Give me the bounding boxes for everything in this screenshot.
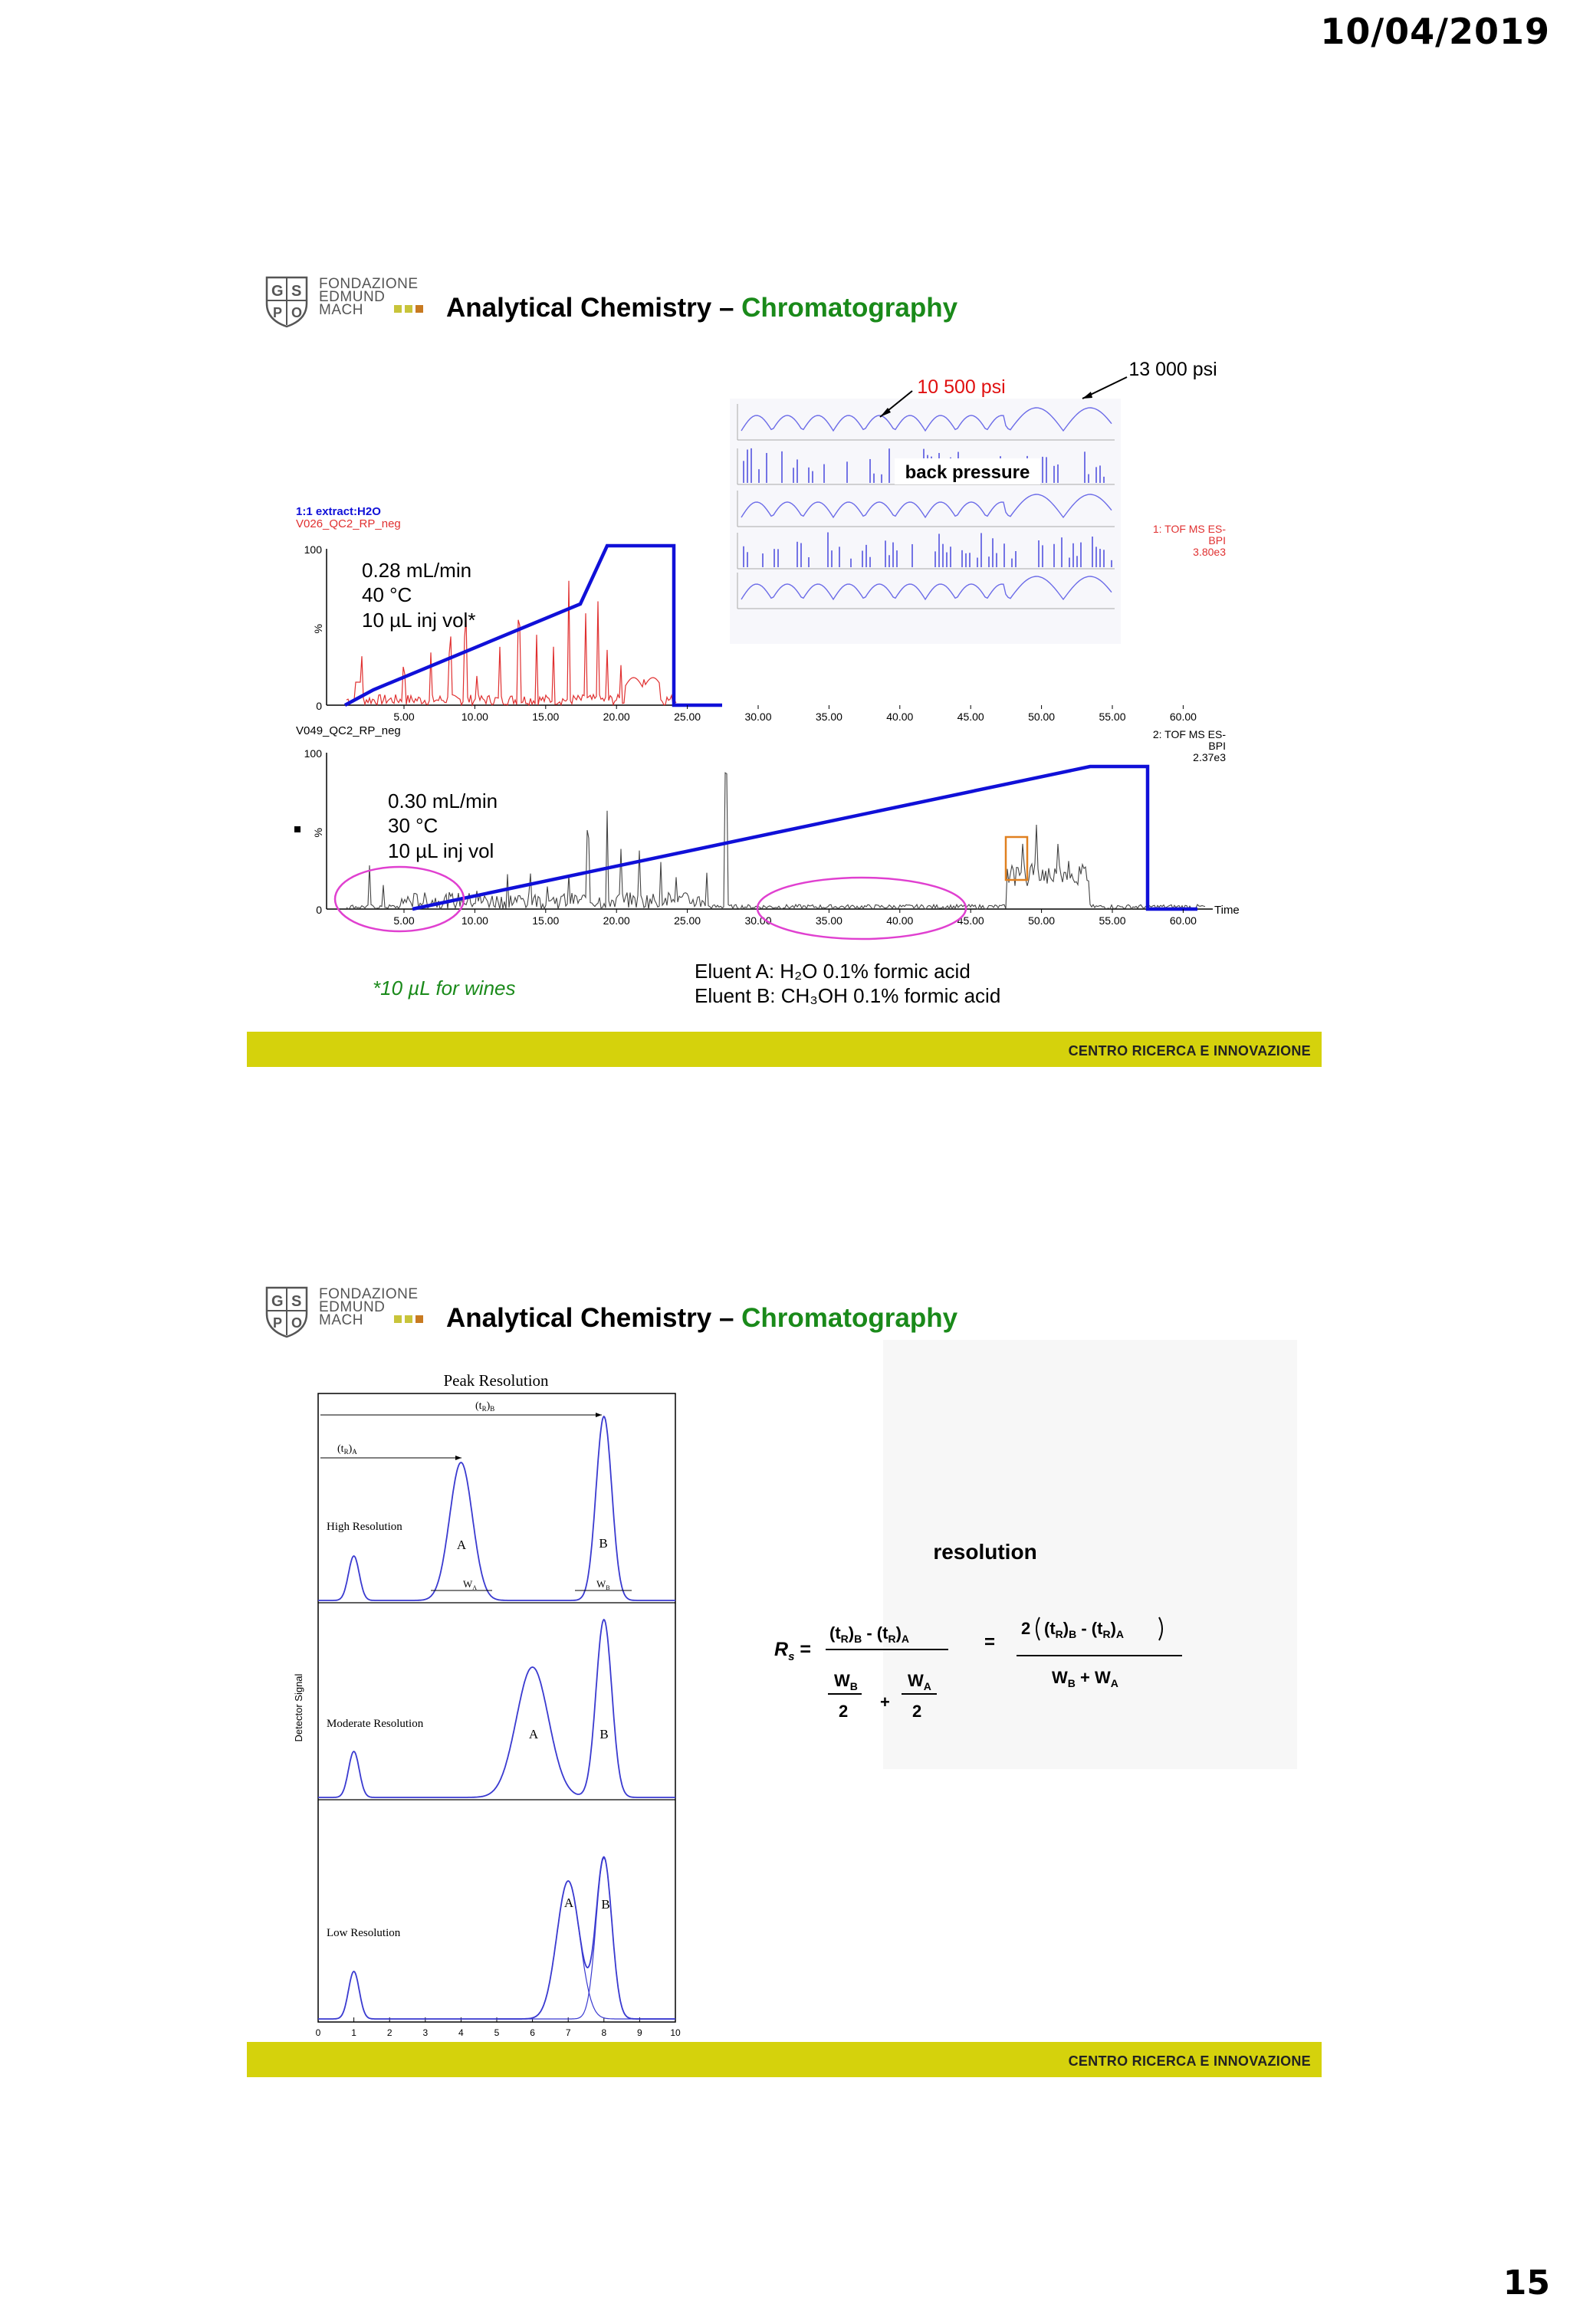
x-tick-label: 1 bbox=[351, 2027, 356, 2038]
x-tick-label: 35.00 bbox=[815, 711, 842, 723]
slide-2 bbox=[247, 1263, 1322, 2077]
svg-text:B: B bbox=[599, 1536, 608, 1551]
pressure-label-right: 13 000 psi bbox=[1128, 359, 1217, 380]
trace1-flow: 0.28 mL/min bbox=[362, 559, 472, 582]
x-tick-label: 7 bbox=[565, 2027, 571, 2038]
x-tick-label: 9 bbox=[637, 2027, 642, 2038]
trace2-detector-2: BPI bbox=[1208, 740, 1226, 752]
panel-label-moderate: Moderate Resolution bbox=[327, 1718, 424, 1730]
svg-text:=: = bbox=[984, 1632, 996, 1653]
header-date: 10/04/2019 bbox=[1320, 11, 1550, 52]
highlight-ellipse-2 bbox=[757, 878, 966, 939]
panel-label-high: High Resolution bbox=[327, 1521, 402, 1533]
y-axis-label: Detector Signal bbox=[293, 1673, 304, 1742]
slide-1 bbox=[247, 253, 1322, 1067]
trace2-inj: 10 µL inj vol bbox=[388, 839, 494, 862]
trace1-inj: 10 µL inj vol* bbox=[362, 609, 476, 632]
svg-text:G: G bbox=[271, 283, 284, 300]
trace2-x-ticks bbox=[393, 909, 1197, 927]
trace2-detector-3: 2.37e3 bbox=[1193, 751, 1226, 763]
x-tick-label: 3 bbox=[422, 2027, 429, 2038]
svg-text:P: P bbox=[273, 305, 283, 320]
x-tick-label: 10 bbox=[670, 2027, 681, 2038]
x-tick-label: 35.00 bbox=[815, 914, 842, 927]
svg-text:WB + WA: $W_B + W_A$ bbox=[1052, 1668, 1118, 1689]
x-tick-label: 45.00 bbox=[957, 711, 984, 723]
svg-text:S: S bbox=[291, 1293, 302, 1310]
svg-text:O: O bbox=[291, 1315, 303, 1331]
svg-text:0: 0 bbox=[316, 904, 322, 916]
x-tick-label: 15.00 bbox=[532, 914, 560, 927]
trace2-x-unit: Time bbox=[1214, 904, 1240, 917]
trace1-x-ticks bbox=[393, 705, 1197, 723]
x-tick-label: 30.00 bbox=[744, 914, 772, 927]
x-tick-label: 30.00 bbox=[744, 711, 772, 723]
svg-text:2: 2 bbox=[839, 1702, 849, 1721]
x-tick-label: 50.00 bbox=[1028, 914, 1056, 927]
x-tick-label: 25.00 bbox=[674, 914, 701, 927]
svg-text:Rs =: $R_s$ = bbox=[774, 1639, 811, 1663]
svg-text:O: O bbox=[291, 305, 303, 320]
logo-text: FONDAZIONE EDMUND MACH bbox=[319, 1286, 419, 1328]
x-tick-label: 50.00 bbox=[1028, 711, 1056, 723]
svg-text:WA: $W_A$ bbox=[908, 1671, 931, 1692]
svg-text:%: % bbox=[312, 828, 324, 838]
trace1-detector-3: 3.80e3 bbox=[1193, 546, 1226, 558]
eluent-a: Eluent A: H₂O 0.1% formic acid bbox=[695, 960, 971, 983]
x-tick-label: 2 bbox=[386, 2027, 392, 2038]
wb-label: $W_B$ bbox=[596, 1578, 610, 1591]
x-tick-label: 40.00 bbox=[886, 914, 914, 927]
x-tick-label: 10.00 bbox=[461, 711, 488, 723]
trace1-sample-label: 1:1 extract:H2O bbox=[296, 505, 381, 518]
svg-text:(tR)B - (tR)A: $(t_R)_B - (t_R)_A$ bbox=[829, 1623, 910, 1645]
x-tick-label: 20.00 bbox=[603, 711, 630, 723]
svg-text:A: A bbox=[563, 1896, 574, 1910]
svg-text:S: S bbox=[291, 283, 302, 300]
wa-label: $W_A$ bbox=[463, 1578, 478, 1591]
x-tick-label: 60.00 bbox=[1169, 711, 1197, 723]
svg-text:G: G bbox=[271, 1293, 284, 1310]
x-tick-label: 45.00 bbox=[957, 914, 984, 927]
x-tick-label: 8 bbox=[601, 2027, 607, 2038]
trace2-detector-1: 2: TOF MS ES- bbox=[1152, 728, 1226, 740]
logo-text: FONDAZIONE EDMUND MACH bbox=[319, 276, 419, 318]
trace1-detector-2: BPI bbox=[1208, 534, 1226, 547]
back-pressure-label: back pressure bbox=[905, 462, 1030, 483]
trace2-flow: 0.30 mL/min bbox=[388, 789, 498, 812]
trace1-temp: 40 °C bbox=[362, 583, 412, 606]
x-tick-label: 5 bbox=[494, 2027, 500, 2038]
svg-text:B: B bbox=[599, 1727, 609, 1741]
eluent-b: Eluent B: CH₃OH 0.1% formic acid bbox=[695, 984, 1001, 1007]
chromatogram-figure bbox=[247, 253, 1322, 1032]
svg-text:P: P bbox=[273, 1315, 283, 1331]
svg-text:100: 100 bbox=[304, 543, 322, 556]
x-tick-label: 55.00 bbox=[1099, 914, 1126, 927]
svg-text:B: B bbox=[601, 1897, 610, 1912]
figure-title: Peak Resolution bbox=[443, 1371, 549, 1390]
panel-label-low: Low Resolution bbox=[327, 1927, 401, 1939]
footnote: *10 µL for wines bbox=[373, 977, 516, 1000]
svg-text:A: A bbox=[456, 1538, 467, 1552]
x-tick-label: 5.00 bbox=[393, 711, 415, 723]
pressure-inset bbox=[730, 359, 1217, 644]
slide-footer: CENTRO RICERCA E INNOVAZIONE bbox=[247, 1032, 1322, 1067]
x-tick-label: 25.00 bbox=[674, 711, 701, 723]
x-tick-label: 6 bbox=[530, 2027, 535, 2038]
svg-text:A: A bbox=[528, 1727, 539, 1741]
x-tick-label: 5.00 bbox=[393, 914, 415, 927]
x-tick-label: 20.00 bbox=[603, 914, 630, 927]
trace2-file-label: V049_QC2_RP_neg bbox=[296, 724, 401, 737]
svg-text:100: 100 bbox=[304, 747, 322, 760]
x-tick-label: 10.00 bbox=[461, 914, 488, 927]
svg-text:(tR)B - (tR)A: $(t_R)_B - (t_R)_A$ bbox=[1044, 1619, 1125, 1640]
trace2-temp: 30 °C bbox=[388, 814, 438, 837]
trace1-detector-1: 1: TOF MS ES- bbox=[1152, 523, 1226, 535]
slide-title: Analytical Chemistry – Chromatography bbox=[446, 293, 958, 323]
svg-text:WB: $W_B$ bbox=[834, 1671, 858, 1692]
x-tick-label: 4 bbox=[458, 2027, 464, 2038]
svg-text:%: % bbox=[312, 624, 324, 634]
page-number: 15 bbox=[1503, 2263, 1550, 2303]
tra-label: $(t_R)_A$ bbox=[337, 1443, 357, 1456]
slide-title: Analytical Chemistry – Chromatography bbox=[446, 1303, 958, 1333]
resolution-figure bbox=[247, 1263, 1322, 2042]
trb-label: $(t_R)_B$ bbox=[475, 1400, 495, 1413]
svg-text:0: 0 bbox=[316, 700, 322, 712]
pressure-label-left: 10 500 psi bbox=[917, 376, 1006, 398]
x-tick-label: 60.00 bbox=[1169, 914, 1197, 927]
svg-text:+: + bbox=[880, 1692, 890, 1712]
resolution-heading: resolution bbox=[933, 1540, 1037, 1564]
x-tick-label: 55.00 bbox=[1099, 711, 1126, 723]
svg-text:2: 2 bbox=[1021, 1619, 1031, 1638]
slide-footer: CENTRO RICERCA E INNOVAZIONE bbox=[247, 2042, 1322, 2077]
trace1-file-label: V026_QC2_RP_neg bbox=[296, 517, 401, 530]
svg-text:2: 2 bbox=[912, 1702, 922, 1721]
x-tick-label: 40.00 bbox=[886, 711, 914, 723]
x-tick-label: 15.00 bbox=[532, 711, 560, 723]
x-tick-label: 0 bbox=[315, 2027, 321, 2038]
